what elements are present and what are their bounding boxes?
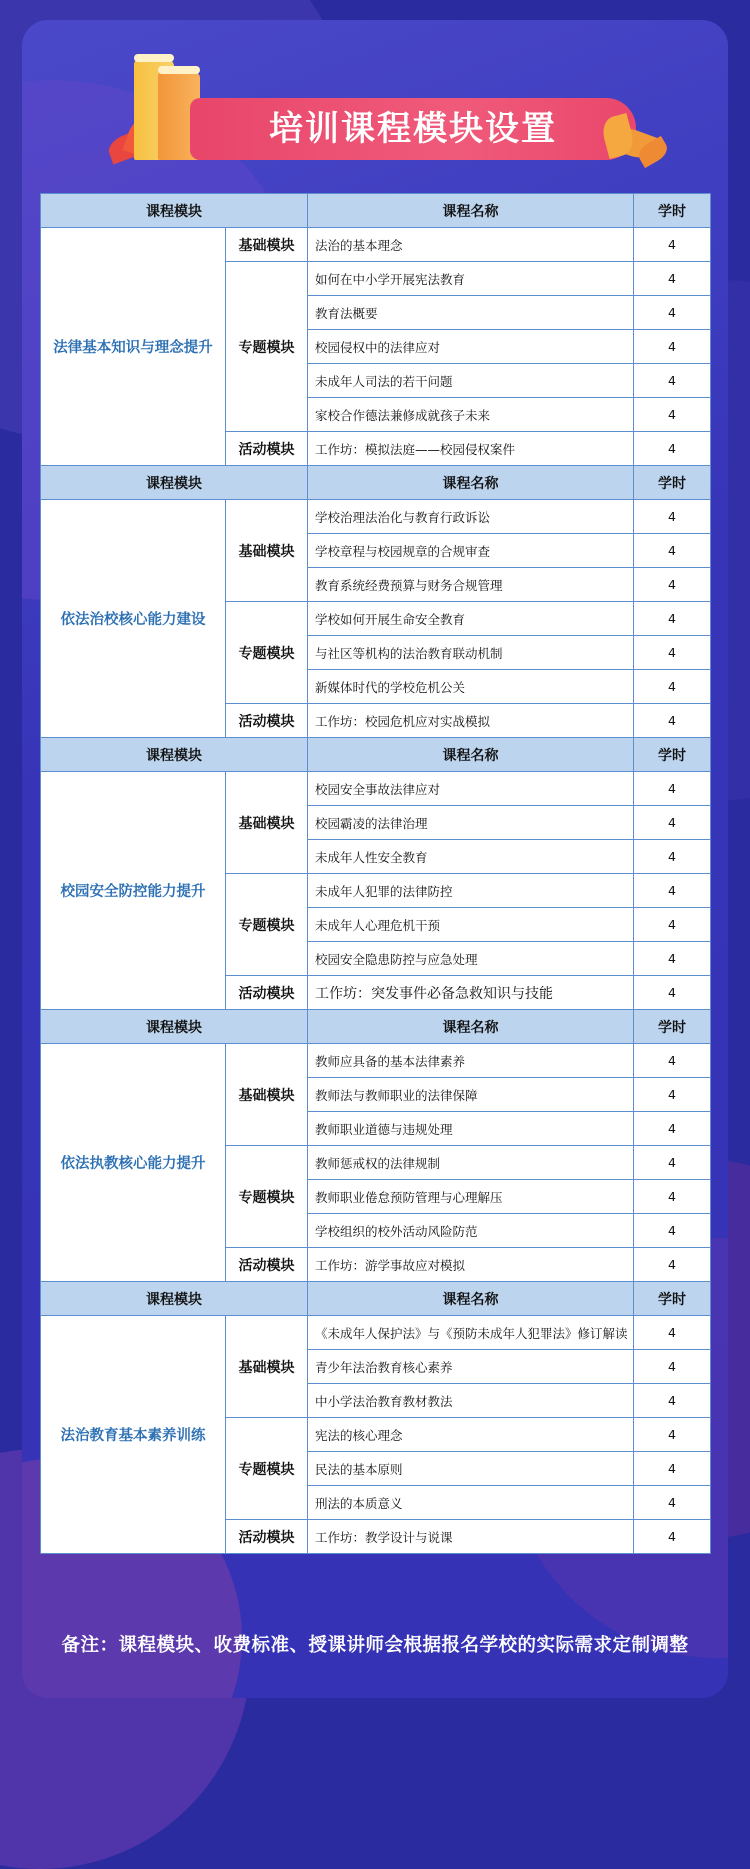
course-hours: 4 <box>634 296 711 330</box>
course-hours: 4 <box>634 806 711 840</box>
header-module: 课程模块 <box>41 1010 308 1044</box>
course-hours: 4 <box>634 1146 711 1180</box>
course-name: 学校组织的校外活动风险防范 <box>308 1214 634 1248</box>
course-name: 青少年法治教育核心素养 <box>308 1350 634 1384</box>
course-hours: 4 <box>634 602 711 636</box>
table-header-row <box>41 1010 711 1044</box>
submodule-label: 活动模块 <box>226 704 308 738</box>
course-hours: 4 <box>634 772 711 806</box>
course-name: 未成年人心理危机干预 <box>308 908 634 942</box>
header-hours: 学时 <box>634 194 711 228</box>
course-name: 宪法的核心理念 <box>308 1418 634 1452</box>
course-hours: 4 <box>634 330 711 364</box>
course-name: 中小学法治教育教材教法 <box>308 1384 634 1418</box>
submodule-label: 基础模块 <box>226 1044 308 1146</box>
submodule-label: 专题模块 <box>226 1418 308 1520</box>
course-name: 学校如何开展生命安全教育 <box>308 602 634 636</box>
course-hours: 4 <box>634 1418 711 1452</box>
submodule-label: 专题模块 <box>226 874 308 976</box>
page-title: 培训课程模块设置 <box>269 109 557 149</box>
course-hours: 4 <box>634 534 711 568</box>
course-hours: 4 <box>634 1248 711 1282</box>
course-name: 新媒体时代的学校危机公关 <box>308 670 634 704</box>
course-hours: 4 <box>634 398 711 432</box>
course-name: 校园安全隐患防控与应急处理 <box>308 942 634 976</box>
table-header-row <box>41 194 711 228</box>
course-hours: 4 <box>634 1214 711 1248</box>
course-name: 工作坊：突发事件必备急救知识与技能 <box>308 976 634 1010</box>
header-hours: 学时 <box>634 738 711 772</box>
course-table <box>40 193 711 1554</box>
submodule-label: 基础模块 <box>226 228 308 262</box>
course-hours: 4 <box>634 670 711 704</box>
module-name: 校园安全防控能力提升 <box>41 772 226 1010</box>
course-name: 与社区等机构的法治教育联动机制 <box>308 636 634 670</box>
header-hours: 学时 <box>634 466 711 500</box>
submodule-label: 基础模块 <box>226 1316 308 1418</box>
course-name: 法治的基本理念 <box>308 228 634 262</box>
module-name: 依法治校核心能力建设 <box>41 500 226 738</box>
course-hours: 4 <box>634 1452 711 1486</box>
header-module: 课程模块 <box>41 466 308 500</box>
course-hours: 4 <box>634 1520 711 1554</box>
course-hours: 4 <box>634 1180 711 1214</box>
course-name: 工作坊：模拟法庭——校园侵权案件 <box>308 432 634 466</box>
course-name: 教育系统经费预算与财务合规管理 <box>308 568 634 602</box>
course-hours: 4 <box>634 942 711 976</box>
table-header-row <box>41 738 711 772</box>
table-header-row <box>41 466 711 500</box>
submodule-label: 活动模块 <box>226 976 308 1010</box>
table-row <box>41 772 711 806</box>
module-name: 法律基本知识与理念提升 <box>41 228 226 466</box>
course-hours: 4 <box>634 908 711 942</box>
submodule-label: 活动模块 <box>226 1520 308 1554</box>
course-hours: 4 <box>634 704 711 738</box>
course-hours: 4 <box>634 500 711 534</box>
course-name: 教育法概要 <box>308 296 634 330</box>
header-course: 课程名称 <box>308 466 634 500</box>
course-name: 未成年人犯罪的法律防控 <box>308 874 634 908</box>
course-hours: 4 <box>634 228 711 262</box>
course-name: 校园侵权中的法律应对 <box>308 330 634 364</box>
course-name: 教师惩戒权的法律规制 <box>308 1146 634 1180</box>
course-name: 教师法与教师职业的法律保障 <box>308 1078 634 1112</box>
header-module: 课程模块 <box>41 194 308 228</box>
course-name: 未成年人性安全教育 <box>308 840 634 874</box>
submodule-label: 基础模块 <box>226 772 308 874</box>
header-course: 课程名称 <box>308 194 634 228</box>
table-row <box>41 228 711 262</box>
course-hours: 4 <box>634 1044 711 1078</box>
table-row <box>41 1044 711 1078</box>
course-hours: 4 <box>634 1350 711 1384</box>
course-name: 校园霸凌的法律治理 <box>308 806 634 840</box>
course-name: 家校合作德法兼修成就孩子未来 <box>308 398 634 432</box>
submodule-label: 专题模块 <box>226 602 308 704</box>
course-name: 刑法的本质意义 <box>308 1486 634 1520</box>
course-hours: 4 <box>634 1486 711 1520</box>
course-name: 未成年人司法的若干问题 <box>308 364 634 398</box>
course-hours: 4 <box>634 1078 711 1112</box>
title-banner <box>98 46 668 166</box>
submodule-label: 活动模块 <box>226 1248 308 1282</box>
table-row <box>41 500 711 534</box>
module-name: 依法执教核心能力提升 <box>41 1044 226 1282</box>
course-hours: 4 <box>634 432 711 466</box>
course-name: 教师职业倦怠预防管理与心理解压 <box>308 1180 634 1214</box>
header-course: 课程名称 <box>308 738 634 772</box>
table-row <box>41 1316 711 1350</box>
header-course: 课程名称 <box>308 1282 634 1316</box>
header-module: 课程模块 <box>41 1282 308 1316</box>
table-header-row <box>41 1282 711 1316</box>
header-module: 课程模块 <box>41 738 308 772</box>
course-name: 学校治理法治化与教育行政诉讼 <box>308 500 634 534</box>
course-hours: 4 <box>634 262 711 296</box>
course-name: 学校章程与校园规章的合规审查 <box>308 534 634 568</box>
header-hours: 学时 <box>634 1282 711 1316</box>
course-hours: 4 <box>634 568 711 602</box>
course-name: 如何在中小学开展宪法教育 <box>308 262 634 296</box>
course-hours: 4 <box>634 1384 711 1418</box>
submodule-label: 专题模块 <box>226 262 308 432</box>
course-hours: 4 <box>634 636 711 670</box>
course-name: 校园安全事故法律应对 <box>308 772 634 806</box>
course-hours: 4 <box>634 840 711 874</box>
course-hours: 4 <box>634 1112 711 1146</box>
course-name: 教师应具备的基本法律素养 <box>308 1044 634 1078</box>
module-name: 法治教育基本素养训练 <box>41 1316 226 1554</box>
course-name: 工作坊：游学事故应对模拟 <box>308 1248 634 1282</box>
footer-note: 备注：课程模块、收费标准、授课讲师会根据报名学校的实际需求定制调整 <box>61 1635 689 1656</box>
header-hours: 学时 <box>634 1010 711 1044</box>
course-hours: 4 <box>634 976 711 1010</box>
submodule-label: 专题模块 <box>226 1146 308 1248</box>
course-hours: 4 <box>634 1316 711 1350</box>
course-name: 民法的基本原则 <box>308 1452 634 1486</box>
course-hours: 4 <box>634 874 711 908</box>
course-name: 工作坊：教学设计与说课 <box>308 1520 634 1554</box>
submodule-label: 基础模块 <box>226 500 308 602</box>
header-course: 课程名称 <box>308 1010 634 1044</box>
course-name: 《未成年人保护法》与《预防未成年人犯罪法》修订解读 <box>308 1316 634 1350</box>
course-name: 工作坊：校园危机应对实战模拟 <box>308 704 634 738</box>
course-name: 教师职业道德与违规处理 <box>308 1112 634 1146</box>
submodule-label: 活动模块 <box>226 432 308 466</box>
course-hours: 4 <box>634 364 711 398</box>
